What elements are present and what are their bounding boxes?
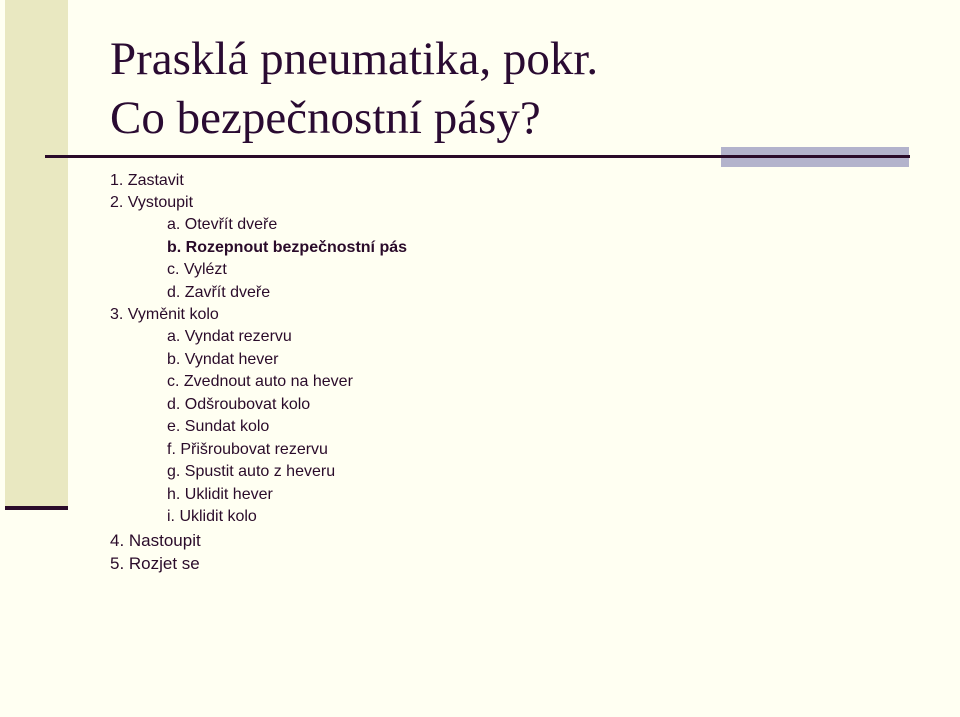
sidebar-underline — [5, 506, 68, 510]
list-item: d. Odšroubovat kolo — [167, 395, 311, 413]
list-item: f. Přišroubovat rezervu — [167, 440, 328, 458]
slide-title — [110, 30, 598, 148]
list-item: b. Vyndat hever — [167, 350, 279, 368]
list-item: h. Uklidit hever — [167, 485, 273, 503]
title-line-2: Co bezpečnostní pásy? — [110, 92, 541, 144]
list-item: a. Otevřít dveře — [167, 216, 278, 233]
decorative-sidebar — [5, 0, 68, 507]
steps-outline — [110, 170, 407, 575]
list-item: 5. Rozjet se — [110, 553, 200, 573]
list-item: 2. Vystoupit — [110, 194, 194, 211]
list-item: e. Sundat kolo — [167, 418, 270, 435]
list-item: 4. Nastoupit — [110, 530, 201, 550]
list-item: a. Vyndat rezervu — [167, 328, 292, 345]
list-item: i. Uklidit kolo — [167, 508, 257, 525]
list-item: c. Vylézt — [167, 261, 227, 278]
list-item: g. Spustit auto z heveru — [167, 463, 336, 480]
list-item: 1. Zastavit — [110, 172, 184, 189]
list-item: 3. Vyměnit kolo — [110, 306, 219, 323]
title-line-1: Prasklá pneumatika, pokr. — [110, 33, 599, 85]
list-item: d. Zavřít dveře — [167, 283, 271, 301]
title-divider — [45, 155, 910, 158]
list-item: c. Zvednout auto na hever — [167, 373, 353, 390]
list-item-emphasized: b. Rozepnout bezpečnostní pás — [167, 238, 408, 256]
